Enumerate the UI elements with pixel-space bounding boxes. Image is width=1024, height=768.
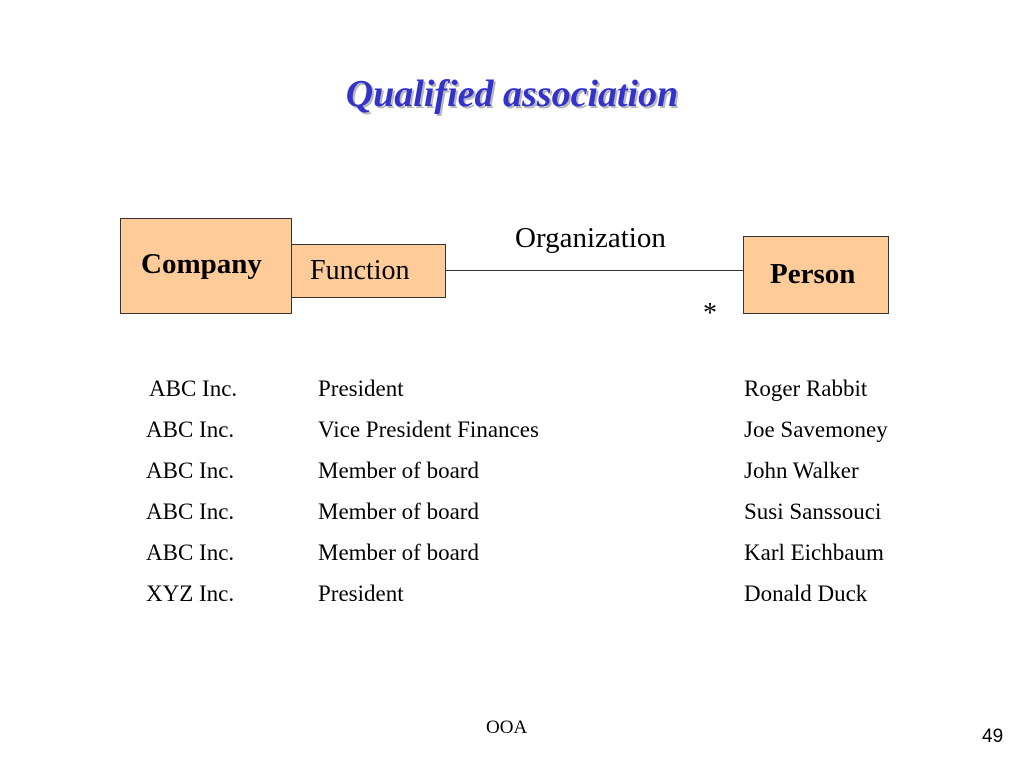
company-class-label: Company — [141, 248, 262, 280]
table-row — [0, 417, 1024, 458]
function-cell: Member of board — [318, 499, 479, 524]
page-number: 49 — [982, 726, 1004, 747]
function-cell: President — [318, 376, 404, 401]
company-cell: ABC Inc. — [146, 499, 235, 524]
function-cell: President — [318, 581, 404, 606]
table-row — [0, 458, 1024, 499]
person-class-label: Person — [770, 258, 856, 290]
company-cell: ABC Inc. — [146, 417, 235, 442]
person-cell: Donald Duck — [744, 581, 868, 606]
multiplicity-label: * — [703, 298, 717, 329]
slide-footer: OOA — [486, 717, 528, 738]
person-cell: John Walker — [744, 458, 859, 483]
association-line — [446, 270, 743, 271]
company-cell: ABC Inc. — [146, 540, 235, 565]
company-cell: ABC Inc. — [149, 376, 238, 401]
association-name: Organization — [515, 222, 666, 254]
table-row — [0, 499, 1024, 540]
table-row — [0, 581, 1024, 622]
person-cell: Susi Sanssouci — [744, 499, 882, 524]
table-row — [0, 540, 1024, 581]
slide-title: Qualified association — [345, 73, 679, 115]
qualifier-label: Function — [310, 255, 410, 286]
person-cell: Roger Rabbit — [744, 376, 868, 401]
person-cell: Karl Eichbaum — [744, 540, 884, 565]
function-cell: Member of board — [318, 540, 479, 565]
function-cell: Member of board — [318, 458, 479, 483]
table-row — [0, 376, 1024, 417]
person-cell: Joe Savemoney — [744, 417, 888, 442]
function-cell: Vice President Finances — [318, 417, 539, 442]
example-links-table — [0, 376, 1024, 622]
company-cell: XYZ Inc. — [146, 581, 235, 606]
company-cell: ABC Inc. — [146, 458, 235, 483]
